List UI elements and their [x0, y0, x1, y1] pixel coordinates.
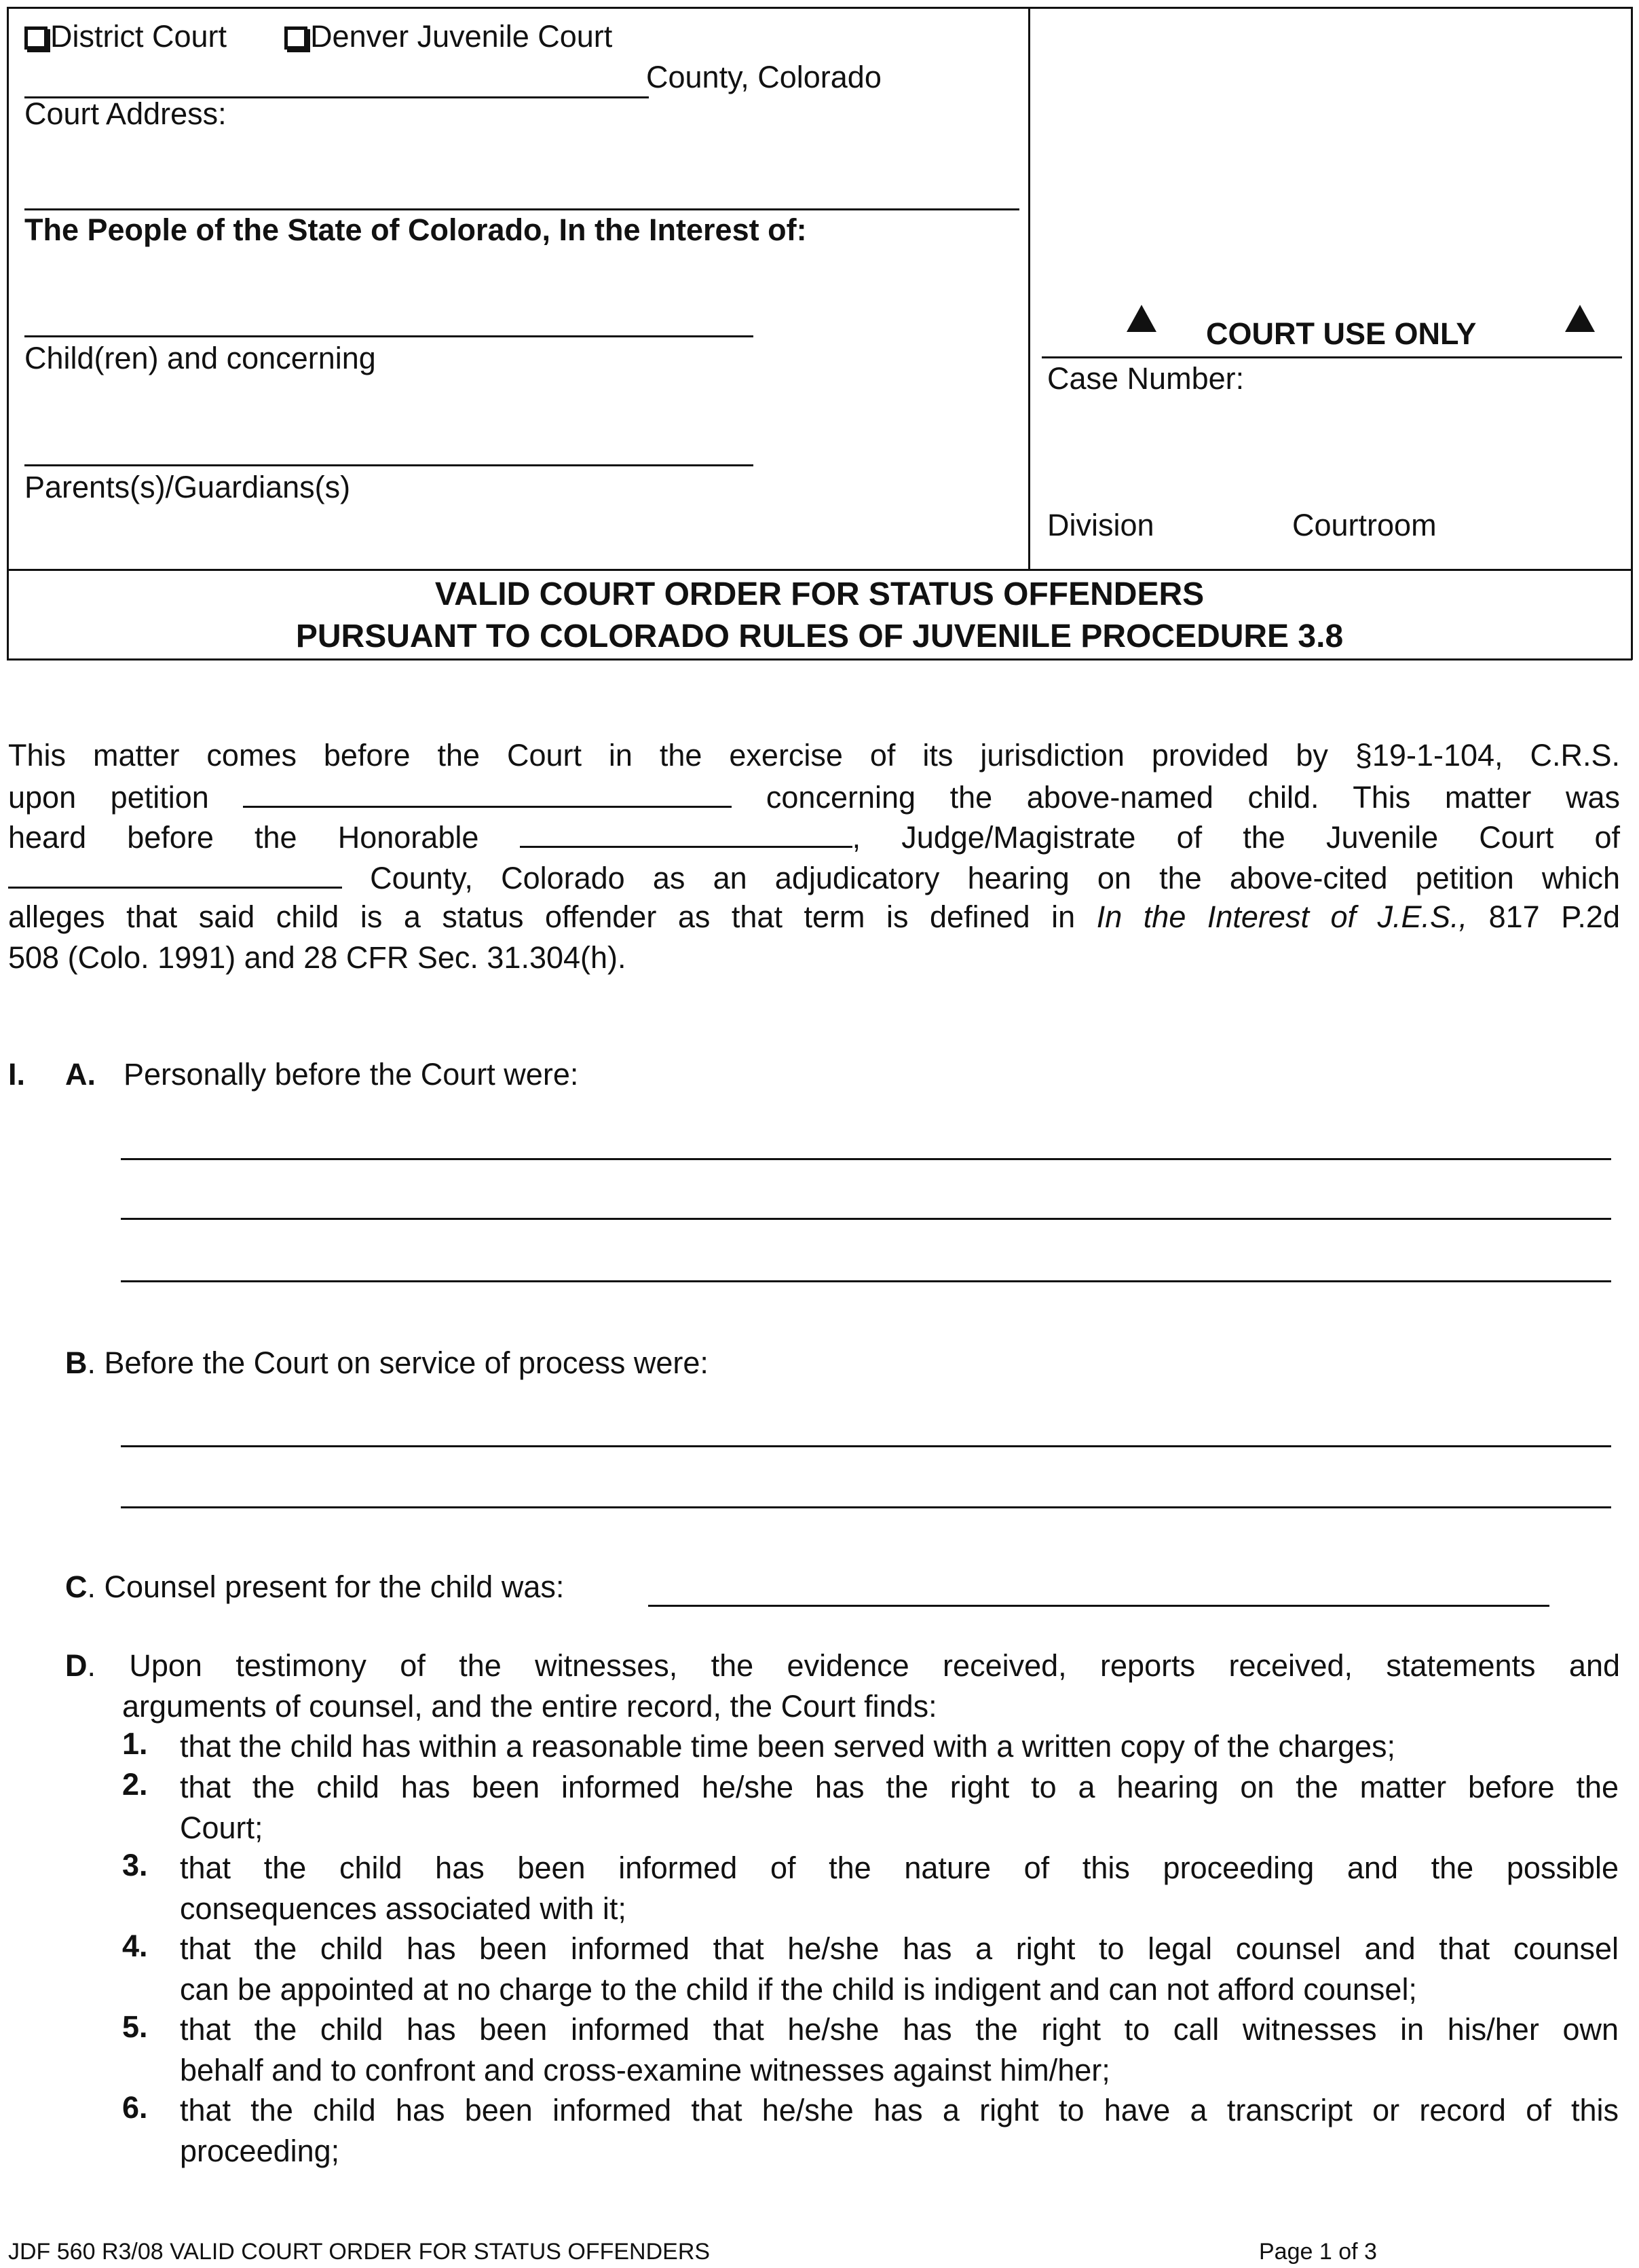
finding-6	[180, 2090, 1619, 2171]
finding-line: Court;	[180, 1810, 263, 1845]
item-a-letter: A.	[65, 1057, 96, 1092]
item-d-letter: D	[65, 1648, 88, 1683]
intro-line	[8, 776, 1620, 817]
finding-line: can be appointed at no charge to the child if the child is indigent and can not afford counsel;	[180, 1971, 1417, 2007]
footer-page-number: Page 1 of 3	[1259, 2239, 1377, 2265]
checkbox-row	[24, 19, 612, 54]
title-line-1: VALID COURT ORDER FOR STATUS OFFENDERS	[434, 576, 1205, 612]
child-name-field[interactable]	[24, 335, 753, 337]
finding-line: that the child has within a reasonable time been served with a written copy of the charges;	[180, 1729, 1396, 1764]
intro-text: upon petition	[8, 779, 209, 815]
court-use-only-label: COURT USE ONLY	[1206, 316, 1477, 351]
finding-number: 4.	[122, 1929, 148, 1963]
intro-text: heard before the Honorable	[8, 820, 479, 855]
footer-form-id: JDF 560 R3/08 VALID COURT ORDER FOR STATUS OFFENDERS	[8, 2239, 711, 2265]
item-c-letter: C	[65, 1569, 88, 1604]
intro-paragraph	[8, 735, 1620, 978]
denver-juvenile-court-label: Denver Juvenile Court	[310, 19, 613, 54]
present-party-field[interactable]	[121, 1218, 1611, 1220]
item-d-line	[65, 1646, 1620, 1686]
district-court-label: District Court	[50, 19, 227, 54]
finding-line: that the child has been informed that he/she has the right to call witnesses in his/her own	[180, 2012, 1619, 2047]
finding-number: 3.	[122, 1848, 148, 1882]
parents-label: Parents(s)/Guardians(s)	[24, 470, 351, 504]
present-party-field[interactable]	[121, 1280, 1611, 1282]
item-b-text: . Before the Court on service of process were:	[87, 1345, 709, 1380]
counsel-name-field[interactable]	[648, 1605, 1549, 1607]
juvenile-county-field[interactable]	[8, 857, 342, 889]
served-party-field[interactable]	[121, 1445, 1611, 1447]
judge-name-field[interactable]	[520, 816, 852, 848]
intro-line	[8, 857, 1620, 897]
finding-3	[180, 1848, 1619, 1929]
intro-line	[8, 897, 1620, 937]
intro-line: 508 (Colo. 1991) and 28 CFR Sec. 31.304(h).	[8, 940, 626, 975]
courtroom-label: Courtroom	[1292, 508, 1437, 542]
item-d-text: . Upon testimony of the witnesses, the evidence received, reports received, statements and	[87, 1648, 1620, 1683]
denver-juvenile-court-checkbox[interactable]	[284, 26, 307, 50]
intro-line: This matter comes before the Court in the exercise of its jurisdiction provided by §19-1-104, C.R.S.	[8, 738, 1620, 773]
present-party-field[interactable]	[121, 1158, 1611, 1160]
court-address-label: Court Address:	[24, 96, 227, 131]
item-a-text: Personally before the Court were:	[124, 1057, 579, 1092]
up-arrow-icon	[1127, 304, 1156, 339]
intro-text: 817 P.2d	[1488, 899, 1620, 934]
division-label: Division	[1047, 508, 1154, 542]
item-b-letter: B	[65, 1345, 88, 1380]
intro-text: , Judge/Magistrate of the Juvenile Court of	[852, 820, 1620, 855]
finding-line: behalf and to confront and cross-examine witnesses against him/her;	[180, 2052, 1110, 2087]
finding-1	[180, 1726, 1619, 1767]
finding-number: 1.	[122, 1726, 148, 1761]
finding-line: that the child has been informed of the nature of this proceeding and the possible	[180, 1851, 1619, 1885]
finding-line: that the child has been informed that he/she has a right to legal counsel and that counsel	[180, 1931, 1619, 1966]
item-d-line: arguments of counsel, and the entire record, the Court finds:	[122, 1688, 937, 1724]
finding-4	[180, 1929, 1619, 2009]
finding-number: 5.	[122, 2009, 148, 2044]
children-label: Child(ren) and concerning	[24, 341, 376, 375]
petition-number-field[interactable]	[243, 776, 732, 808]
section-roman-numeral: I.	[8, 1057, 26, 1092]
finding-number: 2.	[122, 1767, 148, 1802]
intro-text: concerning the above-named child. This matter was	[766, 779, 1620, 815]
court-address-field[interactable]	[24, 208, 1019, 210]
served-party-field[interactable]	[121, 1506, 1611, 1508]
item-d	[65, 1646, 1620, 1726]
item-b	[65, 1345, 709, 1381]
finding-line: that the child has been informed he/she has the right to a hearing on the matter before the	[180, 1770, 1619, 1804]
finding-line: consequences associated with it;	[180, 1891, 626, 1926]
finding-5	[180, 2009, 1619, 2090]
people-label: The People of the State of Colorado, In the Interest of:	[24, 212, 807, 247]
intro-line	[8, 816, 1620, 857]
intro-text: alleges that said child is a status offender as that term is defined in	[8, 899, 1076, 934]
intro-text: County, Colorado as an adjudicatory hearing on the above-cited petition which	[370, 860, 1620, 895]
finding-line: proceeding;	[180, 2133, 340, 2168]
case-number-label: Case Number:	[1047, 361, 1245, 396]
case-citation: In the Interest of J.E.S.,	[1096, 899, 1468, 934]
court-use-divider	[1042, 356, 1622, 358]
title-line-2: PURSUANT TO COLORADO RULES OF JUVENILE PROCEDURE 3.8	[295, 618, 1344, 654]
finding-line: that the child has been informed that he/she has a right to have a transcript or record of this	[180, 2093, 1619, 2127]
parents-name-field[interactable]	[24, 464, 753, 466]
up-arrow-icon	[1565, 304, 1595, 339]
item-c-text: . Counsel present for the child was:	[87, 1569, 565, 1604]
document-title	[7, 574, 1632, 658]
finding-number: 6.	[122, 2090, 148, 2125]
item-c	[65, 1569, 564, 1605]
finding-2	[180, 1767, 1619, 1848]
county-label: County, Colorado	[646, 60, 882, 94]
district-court-checkbox[interactable]	[24, 26, 48, 50]
